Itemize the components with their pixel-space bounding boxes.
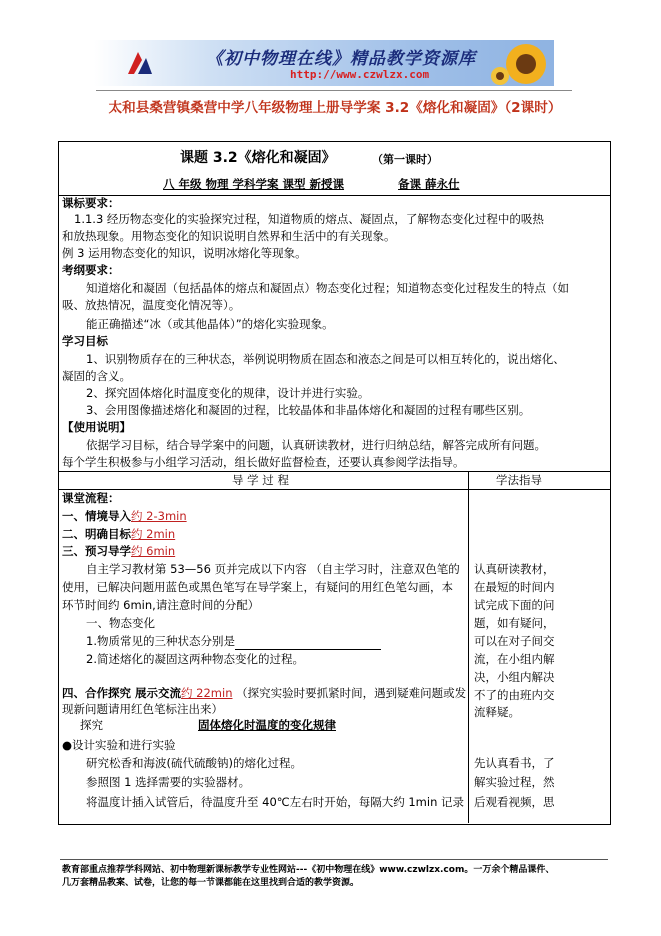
footer-divider [60,859,608,860]
goal-line: 1、识别物质存在的三种状态，举例说明物质在固态和液态之间是可以相互转化的，说出熔化、 [86,352,565,366]
guide-line: 流释疑。 [474,705,520,719]
exam-heading: 考纲要求： [62,263,120,277]
site-banner [94,40,554,86]
curriculum-heading: 课标要求： [62,196,120,210]
exam-line: 吸、放热情况，温度变化情况等）。 [62,298,241,312]
exam-line: 知道熔化和凝固（包括晶体的熔点和凝固点）物态变化过程；知道物态变化过程发生的特点（如 [86,281,569,295]
goals-heading: 学习目标 [62,334,108,348]
guide-line: 解实验过程，然 [474,775,555,789]
question-text: 1.物质常见的三种状态分别是 [86,634,235,648]
bullet-icon: ● [62,738,73,752]
row-divider [59,489,610,490]
experiment-line: 将温度计插入试管后，待温度升至 40℃左右时开始，每隔大约 1min 记录 [86,795,465,809]
curriculum-line: 和放热现象。用物态变化的知识说明自然界和生活中的有关现象。 [62,229,396,243]
answer-blank[interactable] [235,637,381,650]
preview-line: 自主学习教材第 53—56 页并完成以下内容 （自主学习时，注意双色笔的 [86,562,460,576]
guide-line: 试完成下面的问 [474,598,555,612]
step-label: 三、预习导学 [62,544,131,558]
column-header-guide: 学法指导 [496,473,542,487]
step-time: 约 2-3min [131,509,187,523]
column-divider [468,471,469,823]
curriculum-line: 例 3 运用物态变化的知识，说明冰熔化等现象。 [62,246,307,260]
explore-label: 探究 [80,718,103,732]
step-label: 四、合作探究 展示交流 [62,686,182,700]
lesson-meta: 八 年级 物理 学科学案 课型 新授课 [163,177,345,191]
usage-line: 每个学生积极参与小组学习活动，组长做好监督检查，还要认真参阅学法指导。 [62,455,465,469]
lesson-title: 课题 3.2《熔化和凝固》 [180,150,336,166]
step-intro [62,508,187,525]
header-divider [96,90,572,91]
step-time: 约 6min [131,544,176,558]
guide-line: 后观看视频，思 [474,795,555,809]
sunflower-icon [488,40,548,86]
step-time: 约 2min [131,527,176,541]
guide-line: 流，在小组内解 [474,652,555,666]
preview-line: 环节时间约 6min,请注意时间的分配） [62,598,260,612]
guide-line: 认真研读教材， [474,562,555,576]
experiment-line: 参照图 1 选择需要的实验器材。 [86,775,251,789]
guide-line: 可以在对子间交 [474,634,555,648]
experiment-line: 研究松香和海波(硫代硫酸钠)的熔化过程。 [86,756,302,770]
usage-heading: 【使用说明】 [62,420,131,434]
process-heading: 课堂流程： [62,491,120,505]
step-preview [62,543,175,560]
column-header-process: 导 学 过 程 [232,473,289,487]
row-divider [59,195,610,196]
goal-line: 3、会用图像描述熔化和凝固的过程，比较晶体和非晶体熔化和凝固的过程有哪些区别。 [86,403,531,417]
step-label: 二、明确目标 [62,527,131,541]
document-title: 太和县桑营镇桑营中学八年级物理上册导学案 3.2《熔化和凝固》（2课时） [108,100,562,116]
preview-line: 使用，已解决问题用蓝色或黑色笔写在导学案上，有疑问的用红色笔勾画，本 [62,580,453,594]
step-note: （探究实验时要抓紧时间，遇到疑难问题或发 [236,686,467,700]
exam-line: 能正确描述“冰（或其他晶体）”的熔化实验现象。 [86,317,334,331]
banner-title: 《初中物理在线》精品教学资源库 [206,49,476,69]
guide-line: 不了的由班内交 [474,688,555,702]
banner-url[interactable]: http://www.czwlzx.com [290,68,430,81]
footer-line: 几万套精品教案、试卷，让您的每一节课都能在这里找到合适的教学资源。 [62,878,360,888]
goal-line: 2、探究固体熔化时温度变化的规律，设计并进行实验。 [86,386,370,400]
step-note: 现新问题请用红色笔标注出来） [62,702,223,716]
lesson-preparer: 备课 薛永仕 [398,177,460,191]
explore-title: 固体熔化时温度的变化规律 [198,718,336,732]
step-label: 一、情境导入 [62,509,131,523]
site-logo-icon [124,48,154,78]
usage-line: 依据学习目标，结合导学案中的问题，认真研读教材，进行归纳总结，解答完成所有问题。 [86,438,546,452]
lesson-subtitle: （第一课时） [372,153,438,166]
design-text: 设计实验和进行实验 [72,738,176,752]
step-explore [62,685,466,702]
guide-line: 在最短的时间内 [474,580,555,594]
guide-line: 决，小组内解决 [474,670,555,684]
step-goals [62,526,175,543]
design-item [62,737,176,754]
guide-line: 先认真看书，了 [474,756,555,770]
step-time: 约 22min [181,686,233,700]
guide-line: 题，如有疑问， [474,616,555,630]
curriculum-line: 1.1.3 经历物态变化的实验探究过程，知道物质的熔点、凝固点，了解物态变化过程中的吸热 [74,212,544,226]
question-1 [86,633,381,650]
question-2: 2.简述熔化的凝固这两种物态变化的过程。 [86,652,304,666]
footer-line: 教育部重点推荐学科网站、初中物理新课标教学专业性网站---《初中物理在线》www.czwlzx.com。一万余个精品课件、 [62,865,555,875]
goal-line: 凝固的含义。 [62,369,131,383]
change-heading: 一、物态变化 [86,616,155,630]
